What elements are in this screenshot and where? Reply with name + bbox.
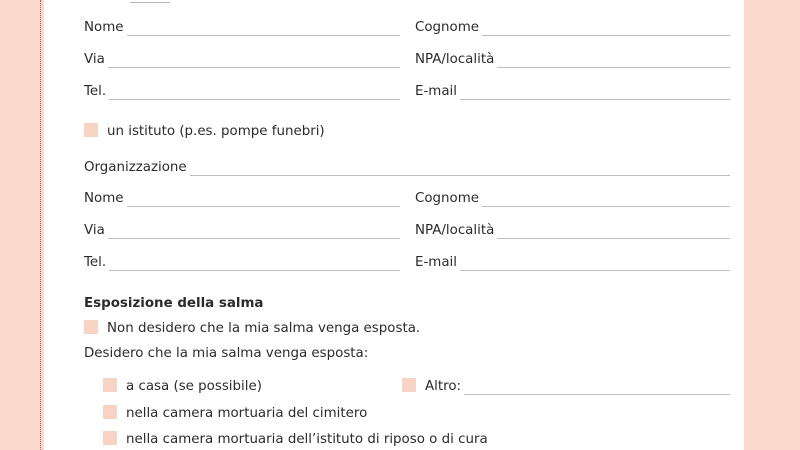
casa-option-label: a casa (se possibile)	[126, 379, 262, 394]
email-input-line[interactable]	[460, 87, 730, 100]
nome-field-1[interactable]	[84, 16, 400, 36]
via-field-2[interactable]	[84, 219, 400, 239]
nome-label: Nome	[84, 20, 124, 35]
via-label: Via	[84, 52, 105, 67]
esposizione-heading: Esposizione della salma	[84, 296, 264, 311]
tel-label: Tel.	[84, 84, 107, 99]
nome-input-line[interactable]	[127, 194, 401, 207]
cognome-field-1[interactable]	[415, 16, 730, 36]
organizzazione-label: Organizzazione	[84, 160, 187, 175]
cognome-label: Cognome	[415, 191, 480, 206]
no-exposure-label: Non desidero che la mia salma venga esposta.	[107, 321, 421, 336]
email-label: E-mail	[415, 255, 457, 270]
email-field-1[interactable]	[415, 80, 730, 100]
istituto-riposo-option-label: nella camera mortuaria dell’istituto di riposo o di cura	[126, 432, 488, 447]
npa-label: NPA/località	[415, 223, 495, 238]
istituto-riposo-checkbox[interactable]	[103, 431, 117, 445]
via-field-1[interactable]	[84, 48, 400, 68]
altro-input-line[interactable]	[464, 382, 730, 395]
via-label: Via	[84, 223, 105, 238]
cognome-input-line[interactable]	[482, 23, 730, 36]
tel-input-line[interactable]	[109, 258, 400, 271]
tel-field-1[interactable]	[84, 80, 400, 100]
no-exposure-checkbox[interactable]	[84, 320, 98, 334]
npa-field-1[interactable]	[415, 48, 730, 68]
nome-input-line[interactable]	[127, 23, 401, 36]
casa-checkbox[interactable]	[103, 378, 117, 392]
desire-exposure-intro: Desidero che la mia salma venga esposta:	[84, 346, 369, 361]
npa-input-line[interactable]	[497, 226, 730, 239]
nome-field-2[interactable]	[84, 187, 400, 207]
perforation-edge	[40, 0, 41, 450]
altro-label: Altro:	[425, 379, 462, 394]
organizzazione-field[interactable]	[84, 156, 730, 176]
via-input-line[interactable]	[108, 226, 400, 239]
cognome-label: Cognome	[415, 20, 480, 35]
email-field-2[interactable]	[415, 251, 730, 271]
cimitero-option-label: nella camera mortuaria del cimitero	[126, 406, 368, 421]
tel-label: Tel.	[84, 255, 107, 270]
cognome-input-line[interactable]	[482, 194, 730, 207]
nome-label: Nome	[84, 191, 124, 206]
cimitero-checkbox[interactable]	[103, 405, 117, 419]
istituto-checkbox[interactable]	[84, 123, 98, 137]
organizzazione-input-line[interactable]	[190, 163, 730, 176]
cognome-field-2[interactable]	[415, 187, 730, 207]
email-label: E-mail	[415, 84, 457, 99]
npa-input-line[interactable]	[497, 55, 730, 68]
istituto-option-label: un istituto (p.es. pompe funebri)	[107, 124, 325, 139]
via-input-line[interactable]	[108, 55, 400, 68]
altro-field[interactable]	[425, 375, 730, 395]
altro-checkbox[interactable]	[402, 378, 416, 392]
tel-field-2[interactable]	[84, 251, 400, 271]
tel-input-line[interactable]	[109, 87, 400, 100]
npa-label: NPA/località	[415, 52, 495, 67]
cut-line-fragment	[130, 0, 170, 3]
email-input-line[interactable]	[460, 258, 730, 271]
npa-field-2[interactable]	[415, 219, 730, 239]
